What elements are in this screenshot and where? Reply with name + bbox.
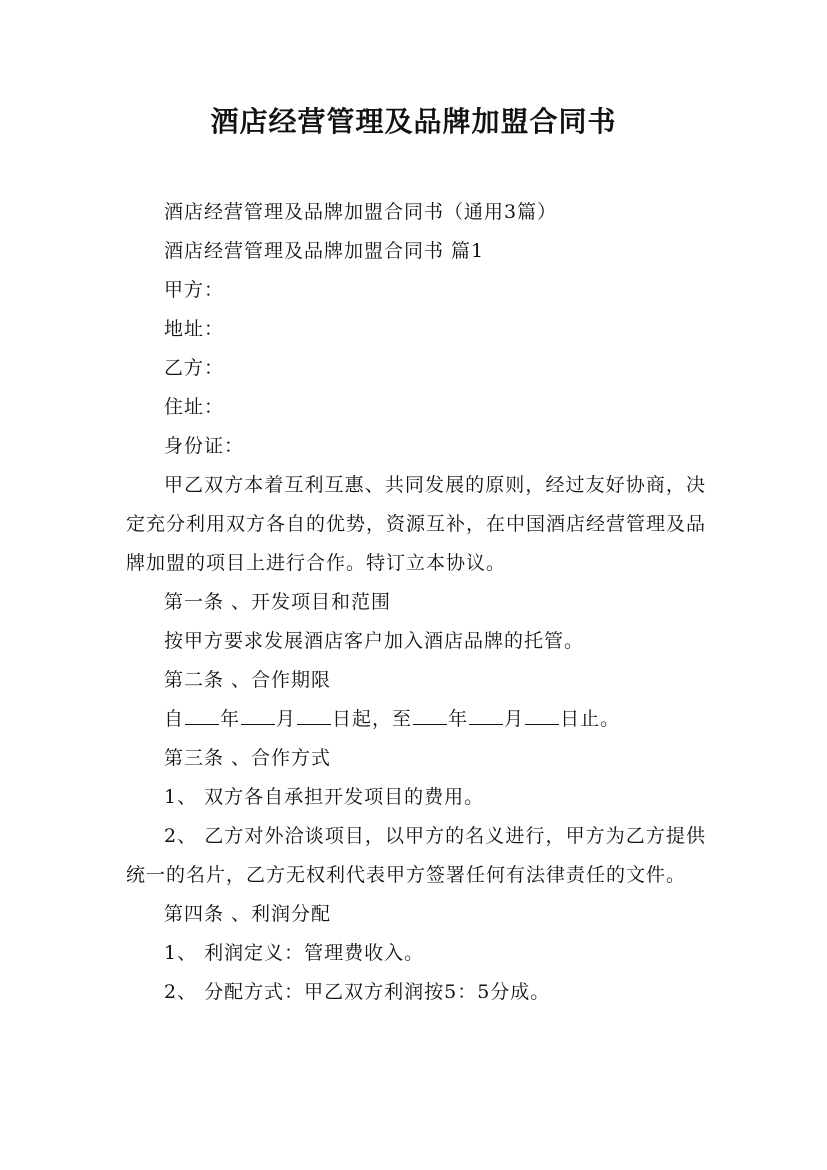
party-b-field: 乙方： <box>164 357 225 379</box>
date-text-year: 年 <box>220 708 241 730</box>
article4-heading: 第四条 、利润分配 <box>164 903 332 925</box>
date-text-month: 月 <box>276 708 297 730</box>
section-heading: 酒店经营管理及品牌加盟合同书 篇1 <box>164 240 485 262</box>
article1-heading: 第一条 、开发项目和范围 <box>164 591 392 613</box>
date-text-until: 日起，至 <box>332 708 413 730</box>
start-month-blank <box>241 706 275 725</box>
article1-text: 按甲方要求发展酒店客户加入酒店品牌的托管。 <box>164 630 585 652</box>
date-text-from: 自 <box>164 708 185 730</box>
article3-item2: 2、 乙方对外洽谈项目，以甲方的名义进行，甲方为乙方提供统一的名片，乙方无权利代表甲方签署任何有法律责任的文件。 <box>126 825 706 886</box>
end-month-blank <box>469 706 503 725</box>
article3-heading: 第三条 、合作方式 <box>164 747 332 769</box>
start-year-blank <box>185 706 219 725</box>
contract-period-line <box>126 700 706 739</box>
id-card-field: 身份证： <box>164 435 245 457</box>
end-day-blank <box>525 706 559 725</box>
intro-paragraph: 甲乙双方本着互利互惠、共同发展的原则，经过友好协商，决定充分利用双方各自的优势，资源互补，在中国酒店经营管理及品牌加盟的项目上进行合作。特订立本协议。 <box>126 474 707 574</box>
address-a-field: 地址： <box>164 318 225 340</box>
date-text-end-year: 年 <box>448 708 469 730</box>
start-day-blank <box>297 706 331 725</box>
document-title: 酒店经营管理及品牌加盟合同书 <box>210 105 617 138</box>
party-a-field: 甲方： <box>164 279 225 301</box>
date-text-end-month: 月 <box>504 708 525 730</box>
article4-item2: 2、 分配方式：甲乙双方利润按5：5分成。 <box>164 981 551 1003</box>
address-b-field: 住址： <box>164 396 225 418</box>
article3-item1: 1、 双方各自承担开发项目的费用。 <box>164 786 485 808</box>
document-subtitle: 酒店经营管理及品牌加盟合同书（通用3篇） <box>164 201 558 223</box>
date-text-end: 日止。 <box>560 708 621 730</box>
article4-item1: 1、 利润定义：管理费收入。 <box>164 942 425 964</box>
document-body <box>126 193 706 1012</box>
end-year-blank <box>413 706 447 725</box>
article2-heading: 第二条 、合作期限 <box>164 669 332 691</box>
